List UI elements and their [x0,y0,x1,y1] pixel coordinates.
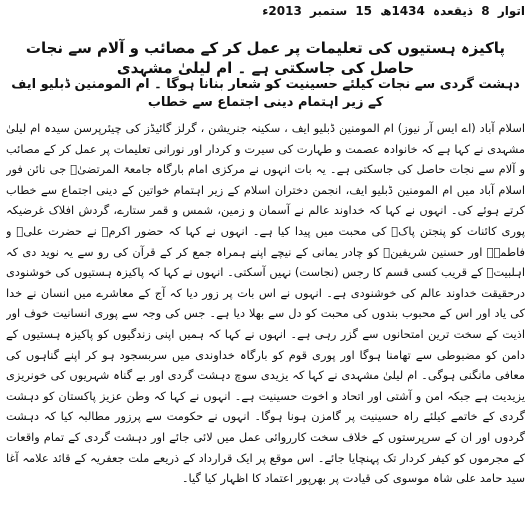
dateline-hijri-day: 8 [481,4,490,18]
dateline-day: اتوار [497,4,525,18]
dateline [262,4,525,18]
subheadline: دہشت گردی سے نجات کیلئے حسینیت کو شعار بنانا ہوگا ۔ ام المومنین ڈبلیو ایف کے زیر اہتمام دینی اجتماع سے خطاب [11,77,520,110]
dateline-hijri-year: 1434ھ [380,4,425,18]
article-body: اسلام آباد (اے ایس آر نیوز) ام المومنین ڈبلیو ایف ، سکینہ جنریشن ، گرلز گائیڈز کی چیئرپرسن سیدہ ام لیلیٰ مشہدی نے کہا ہے کہ خانوادہ عصمت و طہارت کی سیرت و کردار اور نورانی تعلیمات پر عمل کر کے مصائب و آلام سے نجات حاصل کی جاسکتی ہے۔ یہ بات انہوں نے مرکزی امام بارگاہ جامعۃ المرتضیٰؑ جی نائن فور اسلام آباد میں ام المومنین ڈبلیو ایف، انجمن دختران اسلام کے زیر اہتمام خواتین کے دینی اجتماع سے خطاب کرتے ہوئے کی۔ انہوں نے کہا کہ خداوند عالم نے آسمان و زمین، شمس و قمر ستارے، گردش افلاک غرضیکہ پوری کائنات کو پنجتن پاکؑ کی محبت میں پیدا کیا ہے۔ انہوں نے کہا کہ حضور اکرمؐ نے حضرت علیؑ و فاطمہؑ اور حسنین شریفینؑ کو چادر یمانی کے نیچے اپنے ہمراہ جمع کر کے قرآن کی رو سے یہ نوید دی کہ اہلبیتؑ کے قریب کسی قسم کا رجس (نجاست) نہیں آسکتی۔ انہوں نے کہا کہ پاکیزہ ہستیوں کی خوشنودی درحقیقت خداوند عالم کی خوشنودی ہے۔ انہوں نے اس بات پر زور دیا کہ آج کے معاشرے میں انسان نے خدا کی یاد اور اس کے محبوب بندوں کی محبت کو دل سے بھلا دیا ہے۔ جس کی وجہ سے پوری انسانیت خوف اور اذیت کے سخت ترین امتحانوں سے گزر رہی ہے۔ انہوں نے کہا کہ ہمیں اپنی زندگیوں کو پاکیزہ ہستیوں کے دامن کو مضبوطی سے تھامنا ہوگا اور پوری قوم کو بارگاہ خداوندی میں سربسجود ہو کر اپنے گناہوں کی معافی مانگنی ہوگی۔ ام لیلیٰ مشہدی نے کہا کہ یزیدی سوچ دہشت گردی اور بے گناہ شہریوں کی خونریزی یزیدیت ہے جبکہ امن و آشتی اور اتحاد و اخوت حسینیت ہے۔ انہوں نے کہا کہ وطن عزیز پاکستان کو دہشت گردی کے خاتمے کیلئے راہ حسینیت پر گامزن ہونا ہوگا۔ انہوں نے حکومت سے پرزور مطالبہ کیا کہ دہشت گردوں اور ان کے سرپرستوں کے خلاف سخت کارروائی عمل میں لائی جائے اور دہشت گردی کے تمام واقعات کے مجرموں کو کیفر کردار تک پہنچایا جائے۔ اس موقع پر ایک قرارداد کے ذریعے ملت جعفریہ کے قائد علامہ آغا سید حامد علی شاہ موسوی کی قیادت پر بھرپور اعتماد کا اظہار کیا گیا۔ [6,121,525,486]
dateline-greg-day: 15 [355,4,373,18]
dateline-greg-year: 2013ء [262,4,302,18]
dateline-hijri-month: ذیقعدہ [433,4,474,18]
dateline-greg-month: ستمبر [310,4,348,18]
headline: پاکیزہ ہستیوں کی تعلیمات پر عمل کر کے مصائب و آلام سے نجات حاصل کی جاسکتی ہے ۔ ام لیلیٰ مشہدی [25,39,506,77]
